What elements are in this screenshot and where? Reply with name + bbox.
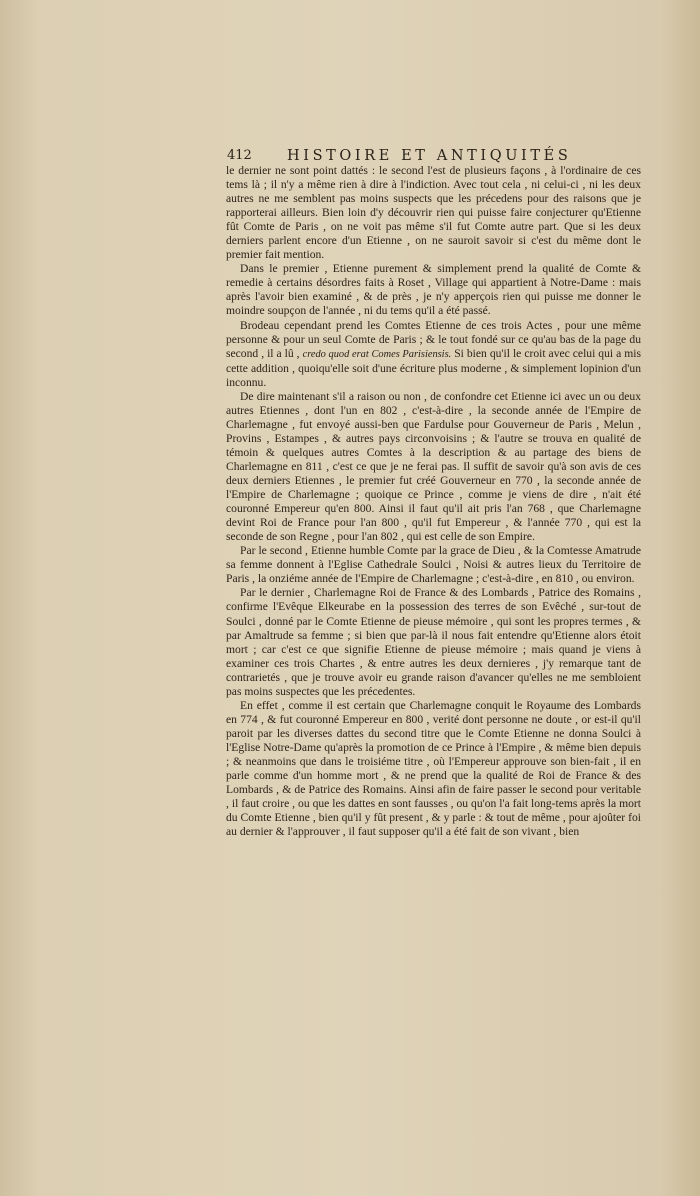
- paragraph-text: En effet , comme il est certain que Charlemagne conquit le Royaume des Lombards en 774 , & fut couronné Empereur en 800 , verité dont personne ne doute , or est-il qu'il paroit par les diverses dattes du second titre que le Comte Etienne ne donna Soulci à l'Eglise Notre-Dame qu'après la promotion de ce Prince à l'Empire , & même bien depuis ; & neanmoins que dans le troisiéme titre , où l'Empereur approuve son bien-fait , il en parle comme d'un homme mort , & ne prend que la qualité de Roi de France & des Lombards , & de Patrice des Romains. Ainsi afin de faire passer le second pour veritable , il faut croire , ou que les dattes en sont fausses , ou qu'on l'a fait long-tems après la mort du Comte Etienne , bien qu'il y fût present , & y parle : & tout de même , pour ajoûter foi au dernier & l'approuver , il faut supposer qu'il a été fait de son vivant , bien: [226, 698, 641, 839]
- page-body-text: [226, 164, 641, 839]
- paragraph-text: le dernier ne sont point dattés : le second l'est de plusieurs façons , à l'ordinaire de ces tems là ; il n'y a même rien à dire à l'indiction. Avec tout cela , ni celui-ci , ni les deux autres ne me semblent pas moins suspects que les précedens pour des raisons que je rapporterai ailleurs. Bien loin d'y découvrir rien qui puisse faire conjecturer qu'Etienne fût Comte de Paris , on ne voit pas même s'il fut Comte autre part. Que si les deux derniers parlent encore d'un Etienne , on ne sauroit savoir si c'est du même dont le premier fait mention.: [226, 164, 641, 262]
- paragraph-text: Par le second , Etienne humble Comte par la grace de Dieu , & la Comtesse Amatrude sa femme donnent à l'Eglise Cathedrale Soulci , Noisi & autres lieux du Territoire de Paris , la onziéme année de l'Empire de Charlemagne ; c'est-à-dire , en 810 , ou environ.: [226, 544, 641, 586]
- paragraph-text: De dire maintenant s'il a raison ou non , de confondre cet Etienne ici avec un ou deux autres Etiennes , dont l'un en 802 , c'est-à-dire , la seconde année de l'Empire de Charlemagne , fut envoyé aussi-ben que Fardulse pour Gouverneur de Paris , Melun , Provins , Estampes , & autres pays circonvoisins ; & l'autre se trouva en qualité de témoin & quelques autres Comtes à la description & au partage des biens de Charlemagne en 811 , c'est ce que je ne ferai pas. Il suffit de savoir qu'à son avis de ces deux derniers Etiennes , le premier fut créé Gouverneur en 770 , la seconde année de l'Empire de Charlemagne ; quoique ce Prince , comme je viens de dire , n'ait été couronné Empereur qu'en 800. Ainsi il faut qu'il ait pris l'an 768 , que Charlemagne devint Roi de France pour l'an 800 , qu'il fut Empereur , & l'année 770 , qui est la seconde de son Regne , pour l'an 802 , qui est celle de son Empire.: [226, 389, 641, 544]
- running-head: HISTOIRE ET ANTIQUITÉS: [287, 148, 572, 164]
- paragraph-3: [226, 319, 641, 390]
- paragraph-6: [226, 586, 641, 698]
- paragraph-text: Par le dernier , Charlemagne Roi de France & des Lombards , Patrice des Romains , confirme l'Evêque Elkeurabe en la possession des terres de son Evêché , sur-tout de Soulci , donné par le Comte Etienne de pieuse mémoire , qui sont les propres termes , & par Amaltrude sa femme ; si bien que par-là il nous fait entendre qu'Etienne alors étoit mort ; car c'est ce que signifie Etienne de pieuse mémoire ; mais quand je viens à examiner ces trois Chartes , & entre autres les deux dernieres , j'y remarque tant de contrarietés , que je trouve avoir eu grande raison d'avancer qu'elles ne me sembloient pas moins suspectes que les précedentes.: [226, 586, 641, 698]
- page-number: 412: [227, 148, 252, 163]
- paragraph-5: [226, 544, 641, 586]
- paragraph-text: Si bien qu'il le croit avec celui qui a mis cette addition , quoiqu'elle soit d'une écriture plus moderne , & simplement lopinion d'un inconnu.: [226, 346, 642, 389]
- latin-quotation: credo quod erat Comes Parisiensis.: [302, 348, 452, 360]
- paragraph-text: Brodeau cependant prend les Comtes Etienne de ces trois Actes , pour une même personne & pour un seul Comte de Paris ; & le tout fondé sur ce qu'au bas de la page du second , il a lû ,: [226, 318, 641, 360]
- paragraph-text: Dans le premier , Etienne purement & simplement prend la qualité de Comte & remedie à certains désordres faits à Roset , Village qui appartient à Notre-Dame : mais après l'avoir bien examiné , & de près , je n'y apperçois rien qui puisse me donner le moindre soupçon de l'année , ni du tems qu'il a été passé.: [226, 262, 641, 318]
- paragraph-2: [226, 262, 641, 318]
- paragraph-4: [226, 390, 641, 545]
- paragraph-7: [226, 699, 641, 839]
- paragraph-1: [226, 164, 641, 262]
